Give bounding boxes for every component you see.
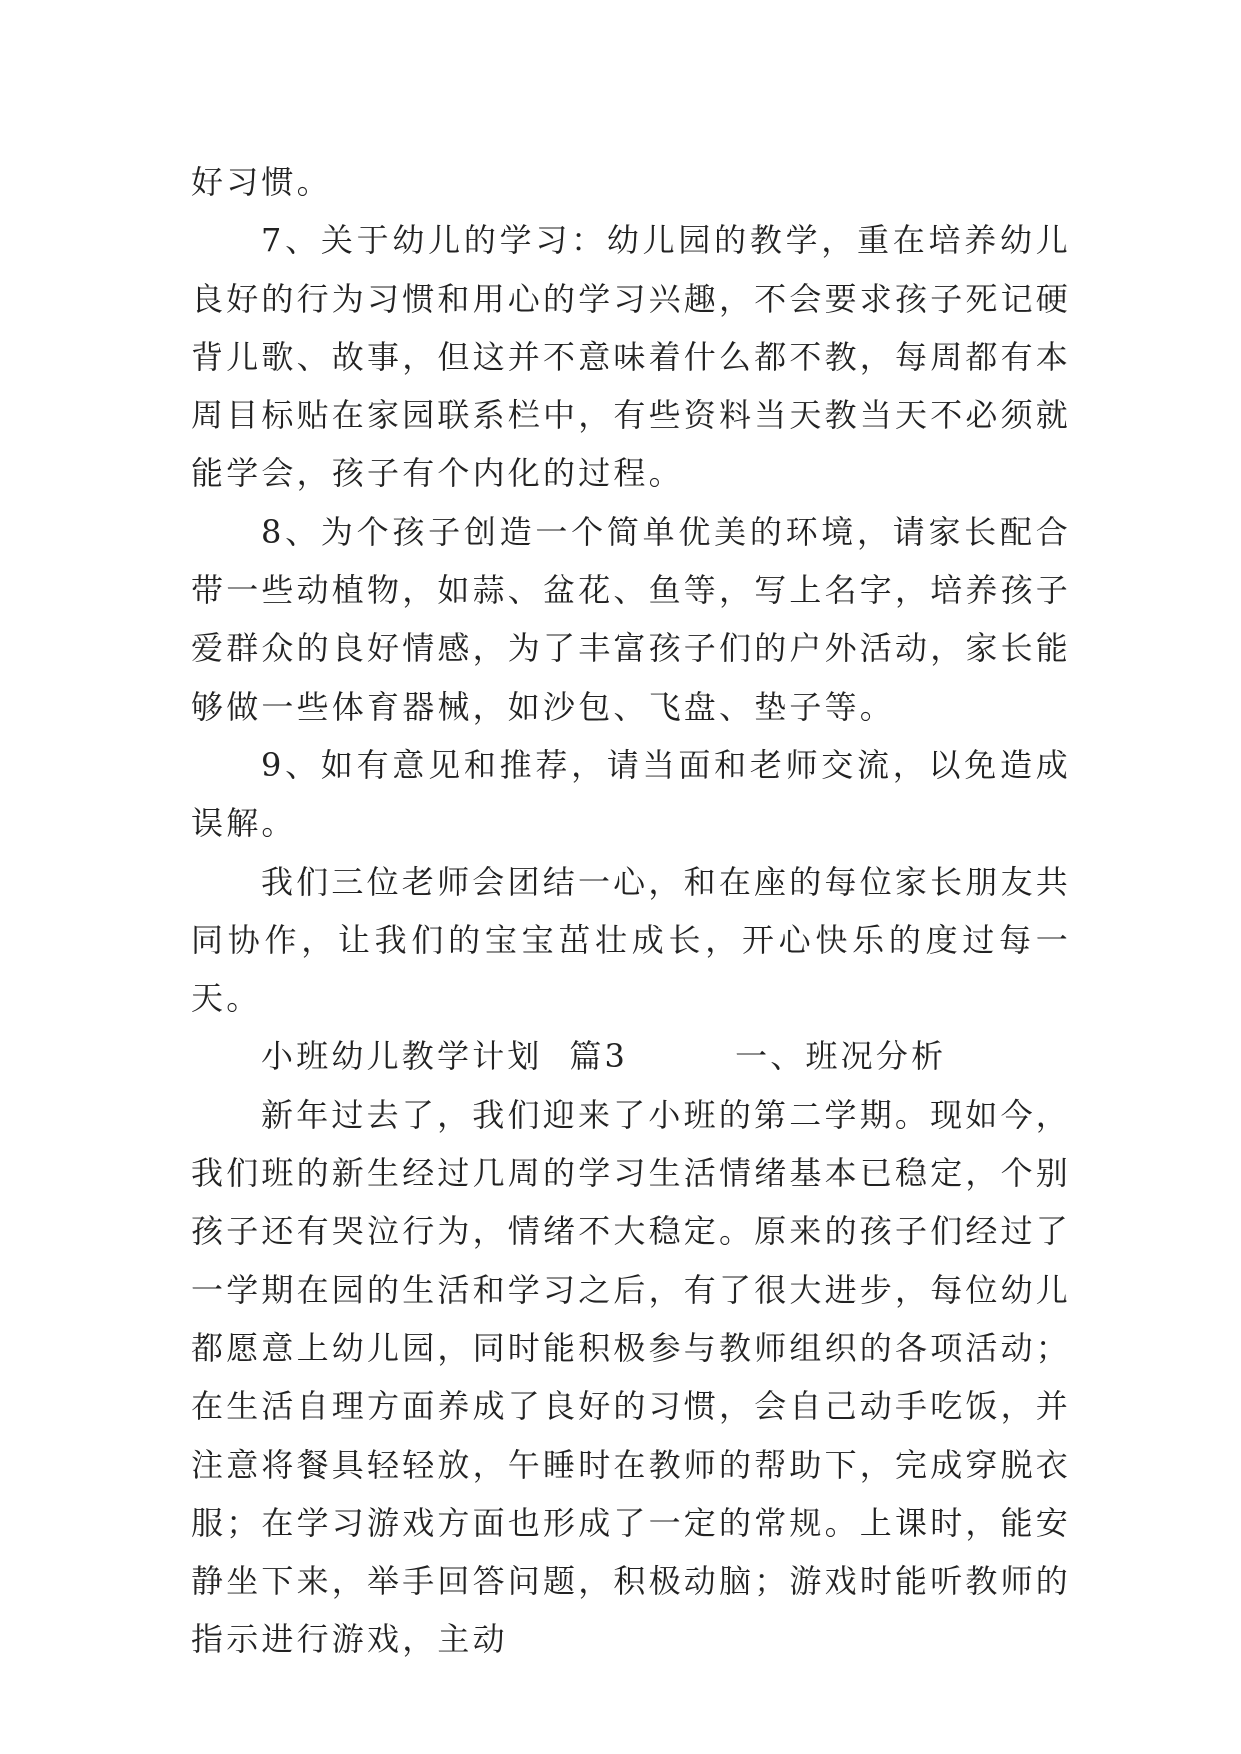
- section-heading: 小班幼儿教学计划 篇3 一、班况分析: [261, 1037, 947, 1076]
- paragraph-item-8-environment: 8、为个孩子创造一个简单优美的环境，请家长配合带一些动植物，如蒜、盆花、鱼等，写上名字，培养孩子爱群众的良好情感，为了丰富孩子们的户外活动，家长能够做一些体育器械，如沙包、飞盘、垫子等。: [191, 512, 1072, 726]
- paragraph-continuation: 好习惯。: [191, 163, 332, 201]
- paragraph-item-7-learning: 7、关于幼儿的学习：幼儿园的教学，重在培养幼儿良好的行为习惯和用心的学习兴趣，不会要求孩子死记硬背儿歌、故事，但这并不意味着什么都不教，每周都有本周目标贴在家园联系栏中，有些资料当天教当天不必须就能学会，孩子有个内化的过程。: [191, 221, 1072, 493]
- paragraph-closing: 我们三位老师会团结一心，和在座的每位家长朋友共同协作，让我们的宝宝茁壮成长，开心快乐的度过每一天。: [191, 862, 1071, 1018]
- document-body: [191, 153, 1071, 1669]
- paragraph-class-analysis: 新年过去了，我们迎来了小班的第二学期。现如今，我们班的新生经过几周的学习生活情绪基本已稳定，个别孩子还有哭泣行为，情绪不大稳定。原来的孩子们经过了一学期在园的生活和学习之后，有了很大进步，每位幼儿都愿意上幼儿园，同时能积极参与教师组织的各项活动；在生活自理方面养成了良好的习惯，会自己动手吃饭，并注意将餐具轻轻放，午睡时在教师的帮助下，完成穿脱衣服；在学习游戏方面也形成了一定的常规。上课时，能安静坐下来，举手回答问题，积极动脑；游戏时能听教师的指示进行游戏，主动: [191, 1095, 1072, 1659]
- paragraph-item-9-feedback: 9、如有意见和推荐，请当面和老师交流，以免造成误解。: [191, 745, 1071, 843]
